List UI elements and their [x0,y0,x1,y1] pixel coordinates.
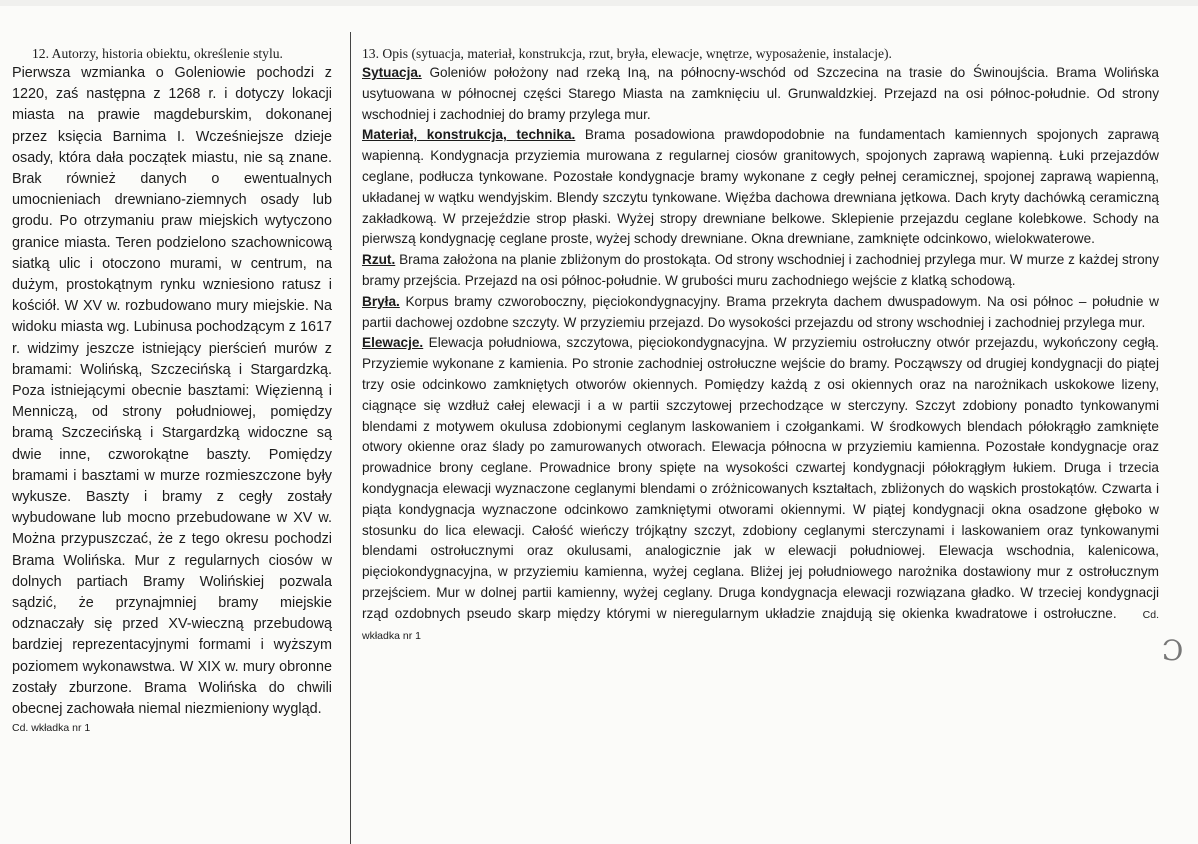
sytuacja-paragraph [362,63,1159,125]
elewacje-text: Elewacja południowa, szczytowa, pięciokondygnacyjna. W przyziemiu ostrołuczny otwór przejazdu, wykończony cegłą. Przyziemie wykonane z kamienia. Po stronie zachodniej ostrołuczne wejście do bramy. Począwszy od drugiej kondygnacji do piątej trzy osie odcinkowo zamkniętych otworów okiennych. Pomiędzy każdą z osi okiennych oraz na narożnikach uskokowe lizeny, ciągnące się wzdłuż całej elewacji i a w partii szczytowej przechodzące w sterczyny. Szczyt zdobiony ponadto tynkowanymi blendami z motywem okulusa zdobionymi ceglanym laskowaniem i czołgankami. W środkowych blendach półokrągło zamknięte otwory okienne oraz ślady po zamurowanych otworach. Elewacja północna w przyziemiu kamienna. Pozostałe kondygnacje oraz prowadnice brony ceglane. Prowadnice brony spięte na wysokości czwartej kondygnacji półokrągłym łukiem. Druga i trzecia kondygnacja elewacji wyznaczone ceglanymi blendami o zróżnicowanych kształtach, zbliżonych do wąskich prostokątów. Czwarta i piąta kondygnacja wyznaczone odcinkowo zamkniętymi otworami okiennymi. W piątej kondygnacji okna osadzone głęboko w stosunku do lica elewacji. Całość wieńczy trójkątny szczyt, zdobiony ceglanymi sterczynami i laskowaniem oraz tynkowanymi blendami ostrołucznymi oraz okulusami, analogicznie jak w elewacji południowej. Elewacja wschodnia, kalenicowa, pięciokondygnacyjna, w przyziemiu kamienna, wyżej ceglana. Bliżej jej południowego narożnika dostawiony mur z ostrołucznym przejściem. Mur w dolnej partii kamienny, wyżej ceglany. Druga kondygnacja elewacji rozwiązana gładko. W trzeciej kondygnacji rząd ozdobnych pseudo skarp między którymi w nieregularnym układzie znajdują się okienka kwadratowe i ostrołuczne. [362,335,1159,621]
continuation-note-right: Cd. wkładka nr 1 [362,608,1159,642]
history-text [12,63,332,735]
bryla-paragraph [362,292,1159,334]
bryla-text: Korpus bramy czworoboczny, pięciokondygnacyjny. Brama przekryta dachem dwuspadowym. Na osi północ – południe w partii dachowej ozdobne szczyty. W przyziemiu przejazd. Do wysokości przejazdu od strony wschodniej i zachodniej przylega mur. [362,293,1159,330]
material-label: Materiał, konstrukcja, technika. [362,127,576,143]
material-text: Brama posadowiona prawdopodobnie na fundamentach kamiennych spojonych zaprawą wapienną. Kondygnacja przyziemia murowana z regularnej ciosów granitowych, spojonych zaprawą wapienną. Łuki przejazdów ceglane, podłucza tynkowane. Pozostałe kondygnacje bramy wykonane z cegły pełnej ceramicznej, spojonej zaprawą wapienną, układanej w wątku wendyjskim. Blendy szczytu tynkowane. Więźba dachowa drewniana jętkowa. Dach kryty dachówką ceramiczną zakładkową. W przejeździe strop płaski. Wyżej stropy drewniane belkowe. Sklepienie przejazdu ceglane kolebkowe. Schody na pierwszą kondygnację ceglane proste, wyżej schody drewniane. Okna drewniane, zamknięte odcinkowo, wielokwaterowe. [362,127,1159,247]
sytuacja-label: Sytuacja. [362,65,422,80]
sytuacja-text: Goleniów położony nad rzeką Iną, na północny-wschód od Szczecina na trasie do Świnoujścia. Brama Wolińska usytuowana w północnej części Starego Miasta na zamknięciu ul. Grunwaldzkiej. Przejazd na osi północ-południe. Od strony wschodniej i zachodniej do bramy przylega mur. [362,65,1159,122]
left-column [12,44,332,735]
section-12-heading: 12. Autorzy, historia obiektu, określenie stylu. [32,46,283,61]
elewacje-paragraph [362,333,1159,645]
continuation-note-left: Cd. wkładka nr 1 [12,722,91,735]
right-column [362,44,1159,645]
rzut-paragraph [362,250,1159,292]
history-body: Pierwsza wzmianka o Goleniowie pochodzi z 1220, zaś następna z 1268 r. i dotyczy lokacji miasta na prawie magdeburskim, dokonanej przez księcia Barnima I. Wcześniejsze dzieje osady, która dała początek miastu, nie są znane. Brak również danych o ewentualnych umocnieniach drewniano-ziemnych osady lub grodu. Po otrzymaniu praw miejskich wytyczono granice miasta. Teren podzielono szachownicową siatką ulic i otoczono murami, w centrum, na dużym, prostokątnym rynku wzniesiono ratusz i kościół. W XV w. rozbudowano mury miejskie. Na widoku miasta wg. Lubinusa pochodzącym z 1617 r. widzimy jeszcze istniejący pierścień murów z bramami: Wolińską, Szczecińską i Stargardzką. Poza istniejącymi obecnie basztami: Więzienną i Menniczą, od strony południowej, pomiędzy bramą Szczecińską i Stargardzką widoczne są dwie inne, czworokątne baszty. Pomiędzy bramami i basztami w murze rozmieszczone były wykusze. Baszty i bramy z cegły zostały wybudowane lub mocno przebudowane w XV w. Można przypuszczać, że z tego okresu pochodzi Brama Wolińska. Mur z regularnych ciosów w dolnych partiach Bramy Wolińskiej pozwala sądzić, że przynajmniej bramy miejskie odznaczały się przed XV-wieczną przebudową bardziej reprezentacyjnymi formami i wyższym poziomem wykonawstwa. W XIX w. mury obronne zostały zburzone. Brama Wolińska do chwili obecnej zachowała niemal niezmieniony wygląd. [12,65,332,718]
rzut-label: Rzut. [362,252,396,268]
material-paragraph [362,125,1159,250]
margin-mark-icon: Ɔ [1162,634,1184,667]
elewacje-label: Elewacje. [362,335,424,351]
section-13-heading: 13. Opis (sytuacja, materiał, konstrukcja, rzut, bryła, elewacje, wnętrze, wyposażenie, instalacje). [362,46,892,61]
column-divider [350,32,351,844]
bryla-label: Bryła. [362,293,400,309]
rzut-text: Brama założona na planie zbliżonym do prostokąta. Od strony wschodniej i zachodniej przylega mur. W murze z każdej strony bramy przejścia. Przejazd na osi północ-południe. W grubości muru zachodniego wejście z klatką schodową. [362,252,1159,288]
page-edge [0,0,1198,6]
